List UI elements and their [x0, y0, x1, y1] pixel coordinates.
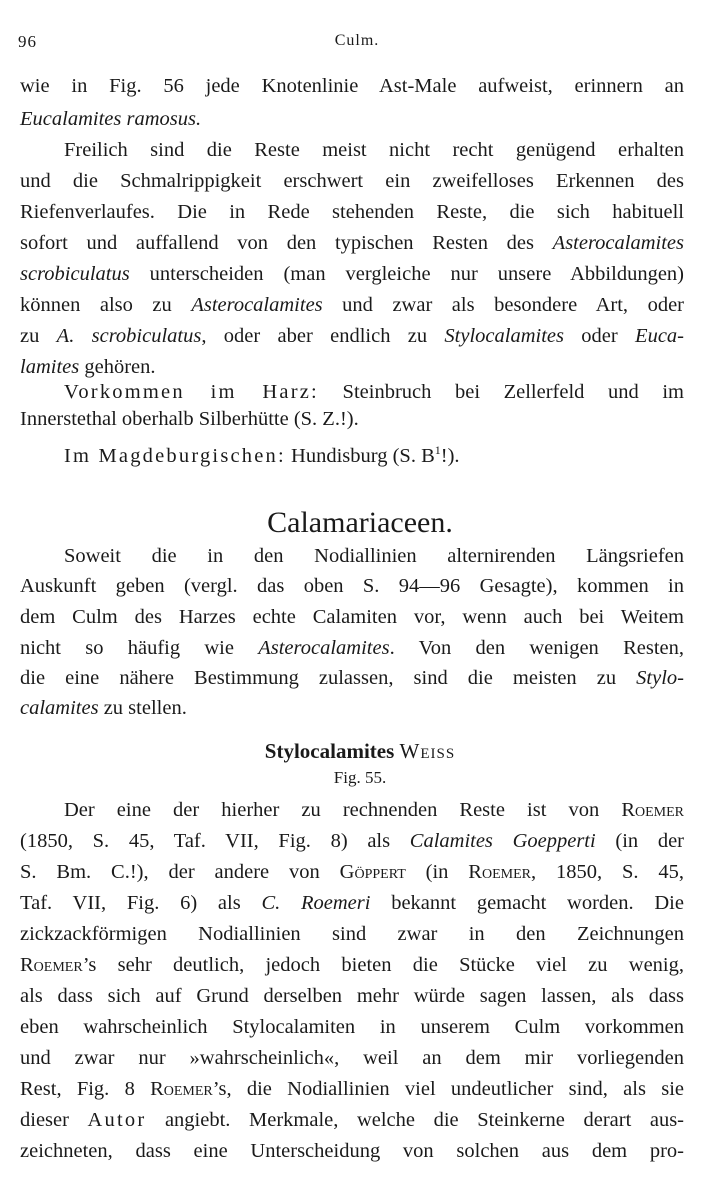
text-line: Riefenverlaufes. Die in Rede stehenden Reste, die sich habituell [20, 201, 684, 223]
subsection-title [0, 737, 720, 765]
author-name: Roemer [621, 799, 684, 821]
text-line: und die Schmalrippigkeit erschwert ein zweifelloses Erkennen des [20, 170, 684, 192]
text-line [20, 322, 684, 350]
taxon-name: calamites [20, 697, 99, 719]
author-name: Weiss [399, 739, 456, 763]
text-run: bekannt gemacht worden. Die [370, 892, 684, 914]
text-line [20, 353, 684, 381]
text-line: und zwar nur »wahrscheinlich«, weil an dem mir vorliegenden [20, 1047, 684, 1069]
taxon-name: Eucalamites ramosus. [20, 108, 202, 130]
text-line [20, 105, 684, 133]
text-line: als dass sich auf Grund derselben mehr würde sagen lassen, als dass [20, 985, 684, 1007]
text-run: zu [20, 325, 57, 347]
occurrence-label: Vorkommen im Harz: [64, 381, 319, 403]
section-title: Calamariaceen. [267, 506, 453, 539]
text-run: zu stellen. [98, 697, 187, 719]
text-run: angiebt. Merkmale, welche die Steinkerne derart aus- [146, 1109, 685, 1131]
taxon-name: Asterocalamites [191, 294, 323, 316]
text-line [20, 858, 684, 886]
running-title: Culm. [334, 32, 380, 49]
text-line [20, 229, 684, 257]
text-line: Soweit die in den Nodiallinien alternirenden Längsriefen [64, 545, 684, 567]
occurrence-line [64, 378, 684, 406]
text-line [20, 291, 684, 319]
text-line [64, 796, 684, 824]
text-run: Steinbruch bei Zellerfeld und im [318, 381, 685, 403]
text-run: die eine nähere Bestimmung zulassen, sind die meisten zu [20, 667, 637, 689]
text-run: (in der [595, 830, 684, 852]
text-line: Innerstethal oberhalb Silberhütte (S. Z.!). [20, 408, 359, 430]
taxon-name: Calamites Goepperti [409, 830, 596, 852]
text-line: zeichneten, dass eine Unterscheidung von solchen aus dem pro- [20, 1140, 684, 1162]
text-line: zickzackförmigen Nodiallinien sind zwar in den Zeichnungen [20, 923, 684, 945]
author-name: Roemer [20, 954, 83, 976]
text-run: , oder aber endlich zu [201, 325, 445, 347]
figure-reference: Fig. 55. [333, 768, 387, 787]
taxon-name: A. scrobiculatus [56, 325, 202, 347]
text-line: eben wahrscheinlich Stylocalamiten in unserem Culm vorkommen [20, 1016, 684, 1038]
text-run: nicht so häufig wie [20, 637, 259, 659]
text-run: (in [405, 861, 469, 883]
text-line: wie in Fig. 56 jede Knotenlinie Ast-Male aufweist, erinnern an [20, 75, 684, 97]
text-line [20, 889, 684, 917]
text-run: dieser [20, 1109, 88, 1131]
text-line [20, 1106, 684, 1134]
taxon-name: Asterocalamites [552, 232, 684, 254]
text-run: , 1850, S. 45, [530, 861, 684, 883]
text-run: (1850, S. 45, Taf. VII, Fig. 8) als [20, 830, 410, 852]
text-line [20, 1075, 684, 1103]
author-name: Roemer [468, 861, 531, 883]
taxon-name: Euca- [635, 325, 684, 347]
text-line: Freilich sind die Reste meist nicht recht genügend erhalten [64, 139, 684, 161]
text-run: und zwar als besondere Art, oder [322, 294, 684, 316]
text-run: sofort und auffallend von den typischen Resten des [20, 232, 553, 254]
page-number: 96 [18, 32, 37, 51]
text-run: Hundisburg (S. B [285, 444, 435, 467]
text-line: dem Culm des Harzes echte Calamiten vor, wenn auch bei Weitem [20, 606, 684, 628]
text-run: ’s, die Nodiallinien viel undeutlicher sind, als sie [212, 1078, 684, 1100]
occurrence-line [64, 436, 684, 467]
occurrence-label: Im Magdeburgischen: [64, 444, 286, 467]
text-run: . Von den wenigen Resten, [389, 637, 684, 659]
text-run: Rest, Fig. 8 [20, 1078, 151, 1100]
spaced-word: Autor [87, 1109, 147, 1131]
author-name: Roemer [150, 1078, 213, 1100]
text-run: Der eine der hierher zu rechnenden Reste ist von [64, 799, 622, 821]
taxon-name: scrobiculatus [20, 263, 130, 285]
text-run: S. Bm. C.!), der andere von [20, 861, 340, 883]
text-run: können also zu [20, 294, 192, 316]
text-line [20, 634, 684, 662]
superscript: 1 [434, 443, 441, 457]
text-run: unterscheiden (man vergleiche nur unsere Abbildungen) [129, 263, 684, 285]
taxon-name: Stylocalamites [444, 325, 564, 347]
taxon-name: Stylo- [636, 667, 684, 689]
text-run: ’s sehr deutlich, jedoch bieten die Stücke viel zu wenig, [82, 954, 684, 976]
text-run: !). [440, 444, 460, 467]
text-line [20, 694, 684, 722]
text-run: oder [563, 325, 636, 347]
text-run: gehören. [79, 356, 156, 378]
author-name: Göppert [339, 861, 406, 883]
text-line [20, 827, 684, 855]
taxon-name: Asterocalamites [258, 637, 390, 659]
text-run: Taf. VII, Fig. 6) als [20, 892, 262, 914]
running-header [18, 32, 696, 56]
text-line [20, 260, 684, 288]
text-line [20, 664, 684, 692]
text-line [20, 951, 684, 979]
text-line: Auskunft geben (vergl. das oben S. 94—96 Gesagte), kommen in [20, 575, 684, 597]
taxon-name: lamites [20, 356, 80, 378]
taxon-name: C. Roemeri [261, 892, 371, 914]
genus-name: Stylocalamites [264, 739, 395, 763]
